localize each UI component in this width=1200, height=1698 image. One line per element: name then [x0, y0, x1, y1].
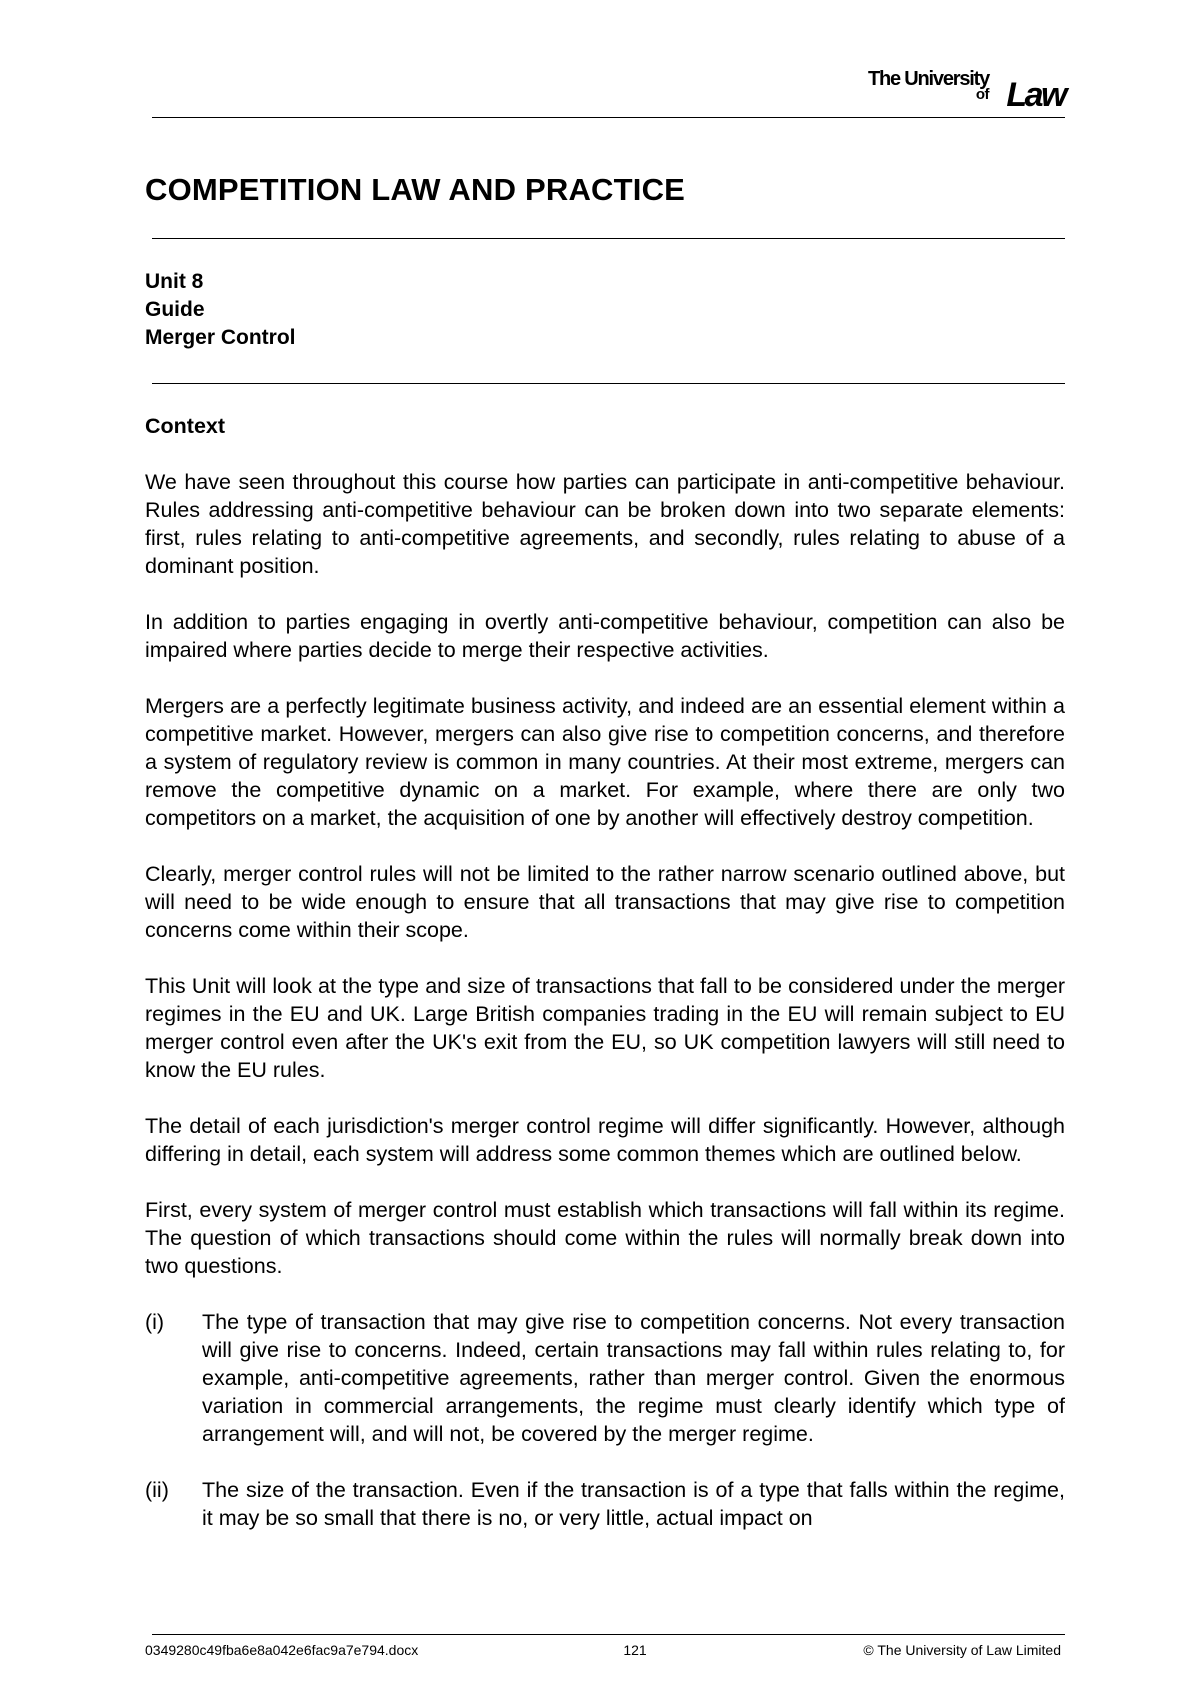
unit-number: Unit 8	[145, 270, 204, 293]
logo-text-law: Law	[1006, 76, 1065, 114]
list-marker: (i)	[145, 1310, 165, 1334]
paragraph: Mergers are a perfectly legitimate business activity, and indeed are an essential element within a competitive market. However, mergers can also give rise to competition concerns, and therefore a system of regulatory review is common in many countries. At their most extreme, mergers can remove the competitive dynamic on a market. For example, where there are only two competitors on a market, the acquisition of one by another will effectively destroy competition.	[145, 694, 1065, 830]
list-item-text: The type of transaction that may give rise to competition concerns. Not every transaction will give rise to concerns. Indeed, certain transactions may fall within rules relating to, for example, anti-competitive agreements, rather than merger control. Given the enormous variation in commercial arrangements, the regime must clearly identify which type of arrangement will, and will not, be covered by the merger regime.	[202, 1310, 1065, 1446]
section-heading: Context	[145, 414, 226, 438]
unit-topic: Merger Control	[145, 326, 296, 349]
document-title: COMPETITION LAW AND PRACTICE	[145, 172, 686, 207]
list-marker: (ii)	[145, 1478, 169, 1502]
unit-divider	[152, 383, 1065, 384]
unit-info	[145, 268, 296, 352]
university-logo	[835, 68, 1065, 112]
logo-text-university: The University	[867, 68, 989, 90]
paragraph: This Unit will look at the type and size of transactions that fall to be considered under the merger regimes in the EU and UK. Large British companies trading in the EU will remain subject to EU merger control even after the UK's exit from the EU, so UK competition lawyers will still need to know the EU rules.	[145, 974, 1065, 1082]
page-number: 121	[623, 1642, 647, 1658]
list-item	[145, 1308, 1065, 1448]
unit-type: Guide	[145, 298, 205, 321]
paragraph: First, every system of merger control must establish which transactions will fall within its regime. The question of which transactions should come within the rules will normally break down into two questions.	[145, 1198, 1065, 1278]
page-footer	[145, 1640, 1065, 1660]
title-divider	[152, 238, 1065, 239]
header-divider	[152, 117, 1065, 118]
document-body	[145, 412, 1065, 1560]
paragraph: We have seen throughout this course how parties can participate in anti-competitive behaviour. Rules addressing anti-competitive behaviour can be broken down into two separate elements: first, rules relating to anti-competitive agreements, and secondly, rules relating to abuse of a dominant position.	[145, 470, 1065, 578]
paragraph: The detail of each jurisdiction's merger control regime will differ significantly. However, although differing in detail, each system will address some common themes which are outlined below.	[145, 1114, 1065, 1166]
paragraph: In addition to parties engaging in overtly anti-competitive behaviour, competition can also be impaired where parties decide to merge their respective activities.	[145, 610, 1065, 662]
footer-copyright: © The University of Law Limited	[863, 1642, 1061, 1658]
list-item	[145, 1476, 1065, 1532]
paragraph: Clearly, merger control rules will not be limited to the rather narrow scenario outlined above, but will need to be wide enough to ensure that all transactions that may give rise to competition concerns come within their scope.	[145, 862, 1065, 942]
footer-divider	[152, 1634, 1065, 1635]
logo-text-of: of	[975, 86, 989, 103]
list-item-text: The size of the transaction. Even if the transaction is of a type that falls within the regime, it may be so small that there is no, or very little, actual impact on	[202, 1478, 1065, 1530]
footer-filename: 0349280c49fba6e8a042e6fac9a7e794.docx	[145, 1642, 419, 1658]
